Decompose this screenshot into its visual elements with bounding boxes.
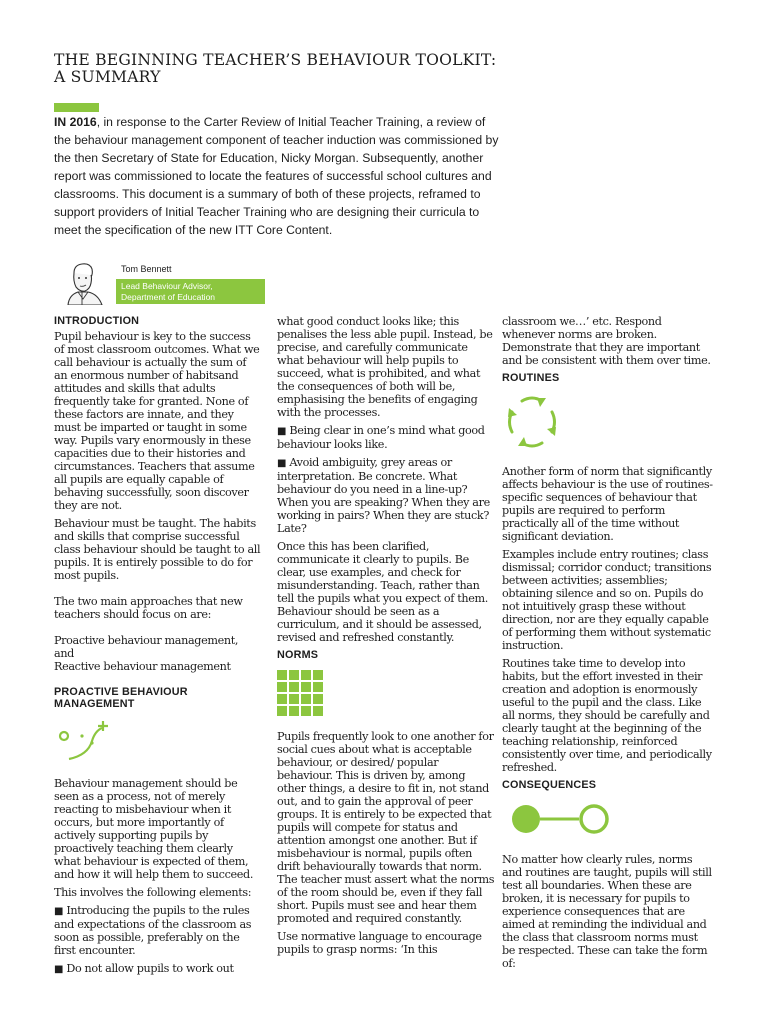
paragraph: The two main approaches that new teachers should focus on are: [54,594,243,621]
author-portrait [60,261,120,305]
column-1 [54,315,262,981]
paragraph: Routines take time to develop into habits, but the effort invested in their creation and adoption is enormously useful to the pupil and the class. Like all norms, they should be carefully and clearly taught at the beginning of the teaching relationship, reinforced consistently over time, and periodically refreshed. [502,656,712,774]
author-role-line-1: Lead Behaviour Advisor, [121,281,213,291]
section-heading-proactive [54,686,262,711]
paragraph: No matter how clearly rules, norms and routines are taught, pupils will still test all boundaries. When these are broken, it is necessary for pupils to experience consequences that are aimed at reminding the individual and the class that classroom norms must be respected. These can take the form of: [502,853,712,970]
approach-conjunction: and [54,646,74,660]
grid-squares-icon [277,670,329,716]
bullet-item [277,424,495,451]
heading-line: PROACTIVE BEHAVIOUR [54,685,188,698]
bullet-square-icon: ■ [277,458,287,469]
cause-effect-icon [502,799,612,839]
paragraph: Behaviour management should be seen as a process, not of merely reacting to misbehaviour when it occurs, but more importantly of actively supporting pupils by proactively teaching them clearly what behaviour is expected of them, and how it will help them to succeed. [54,776,254,881]
intro-body: , in response to the Carter Review of Initial Teacher Training, a review of the behaviour management component of teacher induction was commissioned by the then Secretary of State for Education, Nicky Morgan. Subsequently, another report was commissioned to locate the features of successful school cultures and classrooms. This document is a summary of both of these projects, reframed to support providers of Initial Teacher Training who are designing their curricula to meet the specification of the new ITT Core Content. [54,115,499,237]
intro-paragraph [54,113,499,239]
author-role-line-2: Department of Education [121,291,216,302]
column-3 [502,315,714,975]
paragraph: Pupil behaviour is key to the success of most classroom outcomes. What we call behaviour is actually the sum of an enormous number of habitsand attitudes and skills that adults frequently take for granted. None of these factors are innate, and they must be imparted or taught in some way. Pupils vary enormously in these capacities due to their histories and circumstances. Teachers that assume all pupils are equally capable of behaving successfully, soon discover they are not. [54,329,260,512]
heading-line: MANAGEMENT [54,698,135,710]
bullet-text: Do not allow pupils to work out [66,961,234,975]
approach-item: Reactive behaviour management [54,659,231,673]
bullet-square-icon: ■ [277,426,287,437]
paragraph: what good conduct looks like; this penalises the less able pupil. Instead, be precise, and carefully communicate what behaviour will help pupils to succeed, what is prohibited, and what the consequences of both will be, emphasising the benefits of engaging with the processes. [277,315,493,419]
paragraph: classroom we…’ etc. Respond whenever norms are broken. Demonstrate that they are important and be consistent with them over time. [502,315,711,367]
author-name: Tom Bennett [121,264,172,274]
bullet-item [277,456,495,535]
intro-lead: IN 2016 [54,115,97,129]
bullet-item [54,904,262,957]
approaches-list [54,634,262,673]
paragraph: Use normative language to encourage pupils to grasp norms: ‘In this [277,929,482,956]
paragraph: Another form of norm that significantly affects behaviour is the use of routines- specific sequences of behaviour that pupils are required to perform practically all of the time without significant deviation. [502,464,713,543]
author-role [116,279,265,304]
section-heading-consequences: CONSEQUENCES [502,778,597,791]
section-heading-norms: NORMS [277,649,319,661]
bullet-square-icon: ■ [54,963,64,975]
path-icon [54,719,114,763]
bullet-text: Being clear in one’s mind what good behaviour looks like. [277,424,485,451]
approach-item: Proactive behaviour management, [54,633,239,647]
paragraph: Examples include entry routines; class dismissal; corridor conduct; transitions between activities; assemblies; obtaining silence and so on. Pupils do not intuitively grasp these without direction, nor are they equally capable of performing them without systematic instruction. [502,547,712,652]
page-title [54,52,534,86]
bullet-item [54,962,262,976]
cycle-arrows-icon [502,393,562,451]
paragraph: This involves the following elements: [54,885,252,899]
paragraph: Once this has been clarified, communicate it clearly to pupils. Be clear, use examples, and check for misunderstanding. Teach, rather than tell the pupils what you expect of them. Behaviour should be seen as a curriculum, and it should be assessed, revised and refreshed constantly. [277,540,488,644]
column-2 [277,315,495,961]
paragraph: Pupils frequently look to one another for social cues about what is acceptable behaviour, or desired/ popular behaviour. This is driven by, among other things, a desire to fit in, not stand out, and to gain the approval of peer groups. It is entirely to be expected that pupils will compete for status and attention amongst one another. But if misbehaviour is normal, pupils often drift behaviourally towards that norm. The teacher must assert what the norms of the room should be, even if they fall short. Pupils must see and hear them promoted and required constantly. [277,729,495,925]
title-line-2: A SUMMARY [54,68,161,86]
accent-bar [54,103,99,112]
title-line-1: THE BEGINNING TEACHER’S BEHAVIOUR TOOLKIT: [54,51,497,69]
bullet-text: Avoid ambiguity, grey areas or interpretation. Be concrete. What behaviour do you need in a line-up? When you are speaking? When they are working in pairs? When they are stuck? Late? [277,456,490,535]
bullet-square-icon: ■ [54,905,64,917]
bullet-text: Introducing the pupils to the rules and expectations of the classroom as soon as possible, preferably on the first encounter. [54,903,252,957]
paragraph: Behaviour must be taught. The habits and skills that comprise successful class behaviour should be taught to all pupils. It is entirely possible to do for most pupils. [54,516,261,582]
section-heading-routines: ROUTINES [502,372,560,384]
section-heading-introduction: INTRODUCTION [54,315,140,327]
